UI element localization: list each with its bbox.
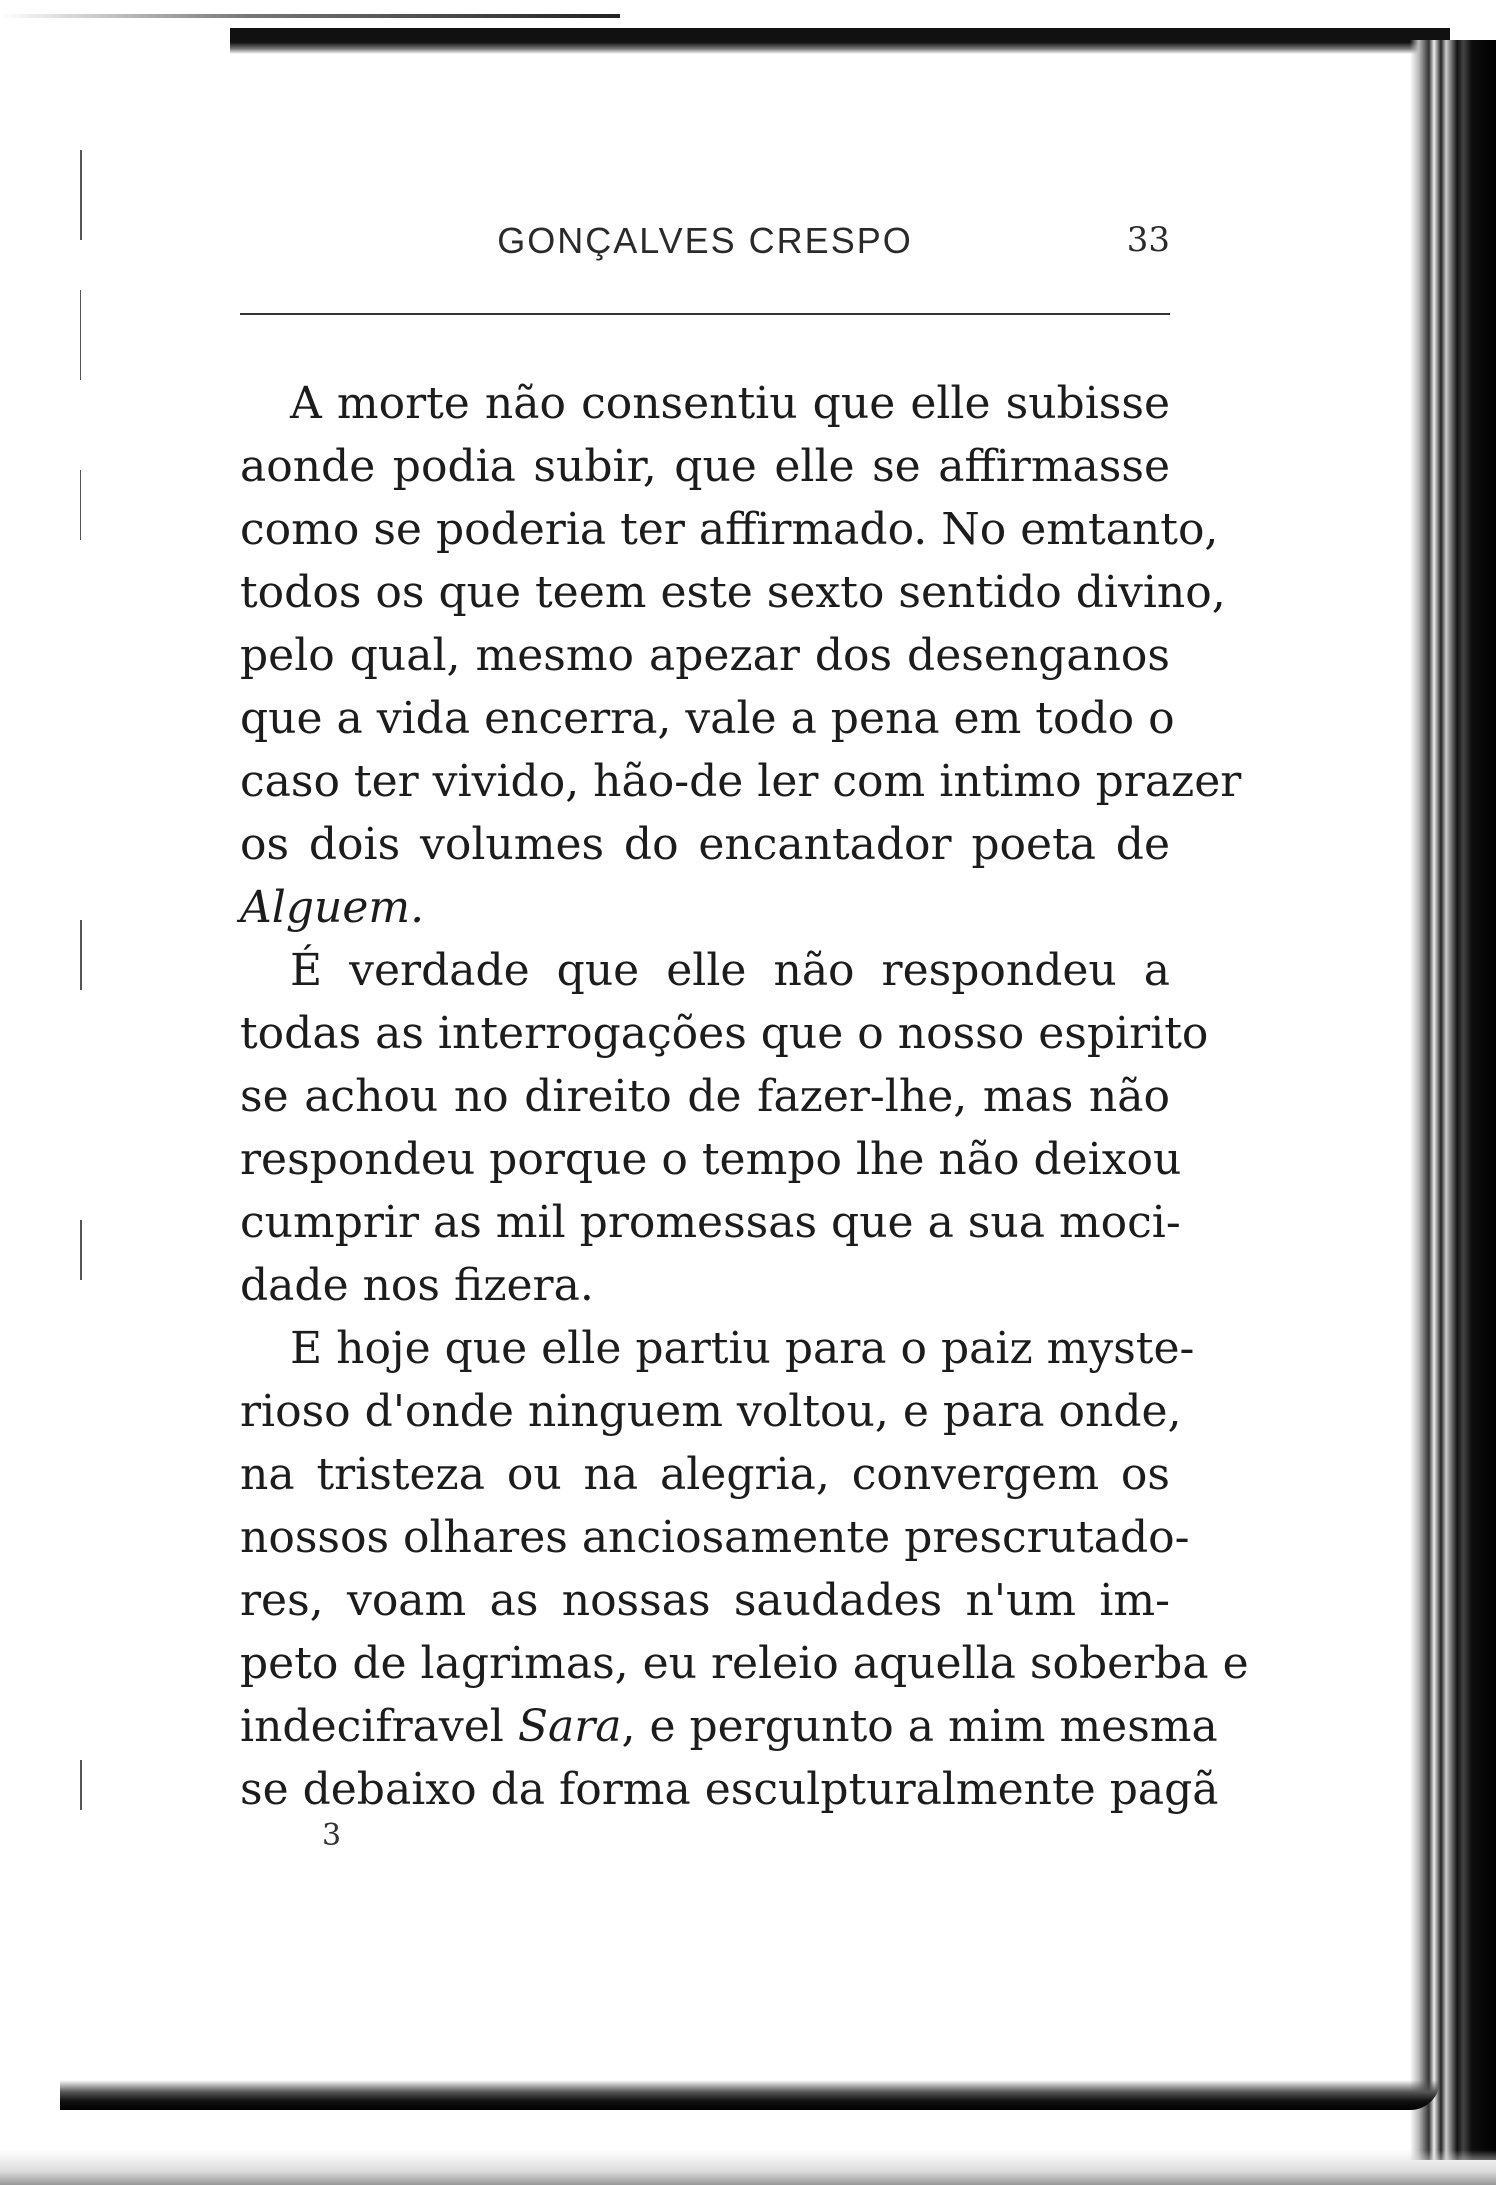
scan-edge-top <box>230 28 1450 54</box>
text-line: E hoje que elle partiu para o paiz myste- <box>290 1323 1195 1374</box>
text-line: respondeu porque o tempo lhe não deixou <box>240 1134 1182 1185</box>
text-line: como se poderia ter affirmado. No emtanto, <box>240 504 1219 555</box>
text-line: caso ter vivido, hão-de ler com intimo prazer <box>240 756 1242 807</box>
running-head <box>240 220 1170 270</box>
text-line: todos os que teem este sexto sentido divino, <box>240 567 1226 618</box>
scan-edge-bottom <box>60 2080 1440 2110</box>
text-line: se achou no direito de fazer-lhe, mas não <box>240 1071 1170 1122</box>
text-line: res, voam as nossas saudades n'um im- <box>240 1575 1170 1626</box>
scan-margin-mark <box>80 1220 82 1280</box>
text-line: todas as interrogações que o nosso espirito <box>240 1008 1209 1059</box>
scan-margin-mark <box>80 470 81 540</box>
scan-edge-right <box>1410 40 1496 2160</box>
text-line: É verdade que elle não respondeu a <box>290 945 1170 996</box>
scan-margin-mark <box>80 150 82 240</box>
text-line: aonde podia subir, que elle se affirmasse <box>240 441 1170 492</box>
text-line: rioso d'onde ninguem voltou, e para onde, <box>240 1386 1182 1437</box>
text-line: se debaixo da forma esculpturalmente pagã <box>240 1764 1219 1815</box>
text-line: cumprir as mil promessas que a sua moci- <box>240 1197 1181 1248</box>
text-run: indecifravel <box>240 1701 518 1752</box>
scan-margin-mark <box>80 920 82 990</box>
text-line: os dois volumes do encantador poeta de <box>240 819 1170 870</box>
running-title: GONÇALVES CRESPO <box>497 220 913 261</box>
scan-edge-bottom-shadow <box>0 2150 1496 2185</box>
page-number: 33 <box>1126 220 1170 260</box>
text-line: A morte não consentiu que elle subisse <box>290 378 1170 429</box>
text-line: peto de lagrimas, eu releio aquella soberba e <box>240 1638 1249 1689</box>
scan-margin-mark <box>80 290 81 380</box>
scan-edge-top-thin <box>0 14 620 18</box>
text-run: , e pergunto a mim mesma <box>621 1701 1218 1752</box>
text-line-mixed <box>240 1695 1218 1758</box>
text-run-italic: Sara <box>517 1701 622 1752</box>
header-rule <box>240 313 1170 315</box>
text-line: que a vida encerra, vale a pena em todo o <box>240 693 1175 744</box>
text-line-italic: Alguem. <box>240 882 425 933</box>
text-line: pelo qual, mesmo apezar dos desenganos <box>240 630 1170 681</box>
text-line: na tristeza ou na alegria, convergem os <box>240 1449 1170 1500</box>
body-text <box>240 372 1249 1821</box>
text-line: nossos olhares anciosamente prescrutado- <box>240 1512 1190 1563</box>
scan-margin-mark <box>80 1760 82 1810</box>
text-line: dade nos fizera. <box>240 1260 594 1311</box>
signature-mark: 3 <box>322 1818 342 1853</box>
